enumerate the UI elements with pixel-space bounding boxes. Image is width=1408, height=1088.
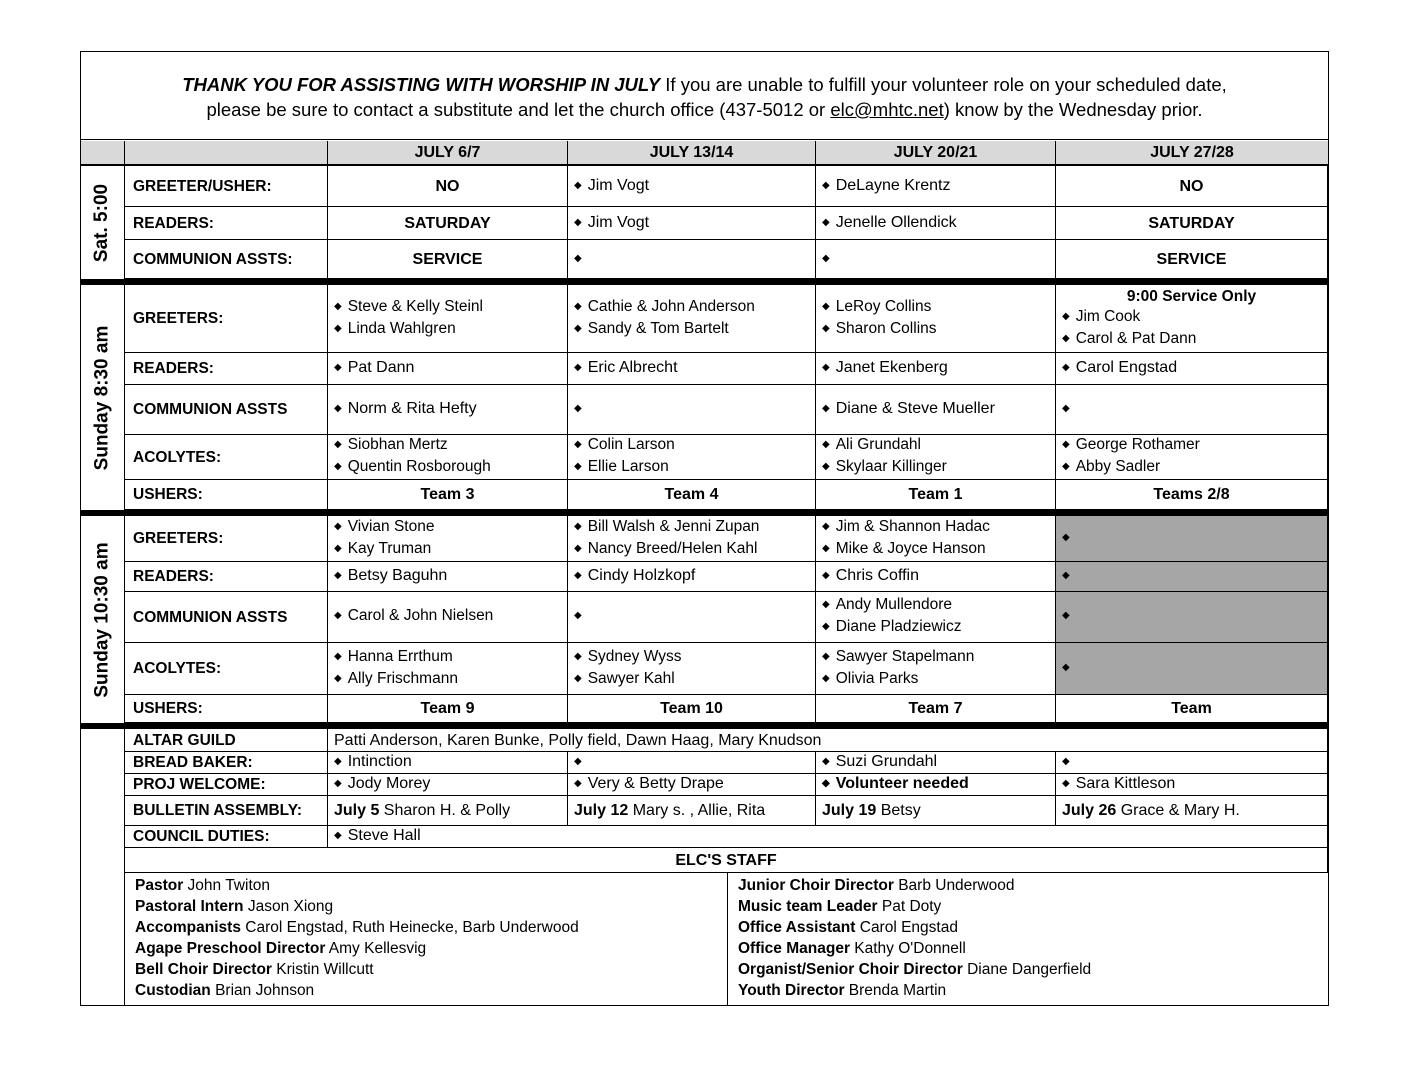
section-sun1030 bbox=[81, 516, 125, 723]
volunteer-cell[interactable] bbox=[1056, 562, 1328, 592]
staff-title-label: Office Manager bbox=[738, 940, 850, 957]
role-label: PROJ WELCOME: bbox=[125, 774, 328, 796]
volunteer-cell[interactable] bbox=[816, 562, 1056, 592]
staff-name: Brenda Martin bbox=[844, 982, 947, 999]
volunteer-cell[interactable] bbox=[328, 774, 568, 796]
service-time-label: Sat. 5:00 bbox=[91, 183, 113, 262]
intro-line1: If you are unable to fulfill your volunteer role on your scheduled date, bbox=[660, 74, 1227, 95]
staff-name: Carol Engstad, Ruth Heinecke, Barb Underwood bbox=[240, 919, 579, 936]
bulletin-cell[interactable] bbox=[816, 796, 1056, 826]
volunteer-name: ◆ Hanna Errthum bbox=[334, 647, 567, 669]
volunteer-name: ◆ Jody Morey bbox=[334, 773, 567, 796]
volunteer-cell[interactable] bbox=[568, 285, 816, 353]
volunteer-name: ◆ Cathie & John Anderson bbox=[574, 297, 815, 319]
staff-name: Amy Kellesvig bbox=[325, 940, 427, 957]
volunteer-cell[interactable] bbox=[568, 592, 816, 643]
volunteer-cell[interactable] bbox=[816, 166, 1056, 207]
staff-name: Kathy O'Donnell bbox=[849, 940, 966, 957]
volunteer-name: SERVICE bbox=[1156, 250, 1227, 268]
volunteer-cell[interactable] bbox=[328, 207, 568, 240]
volunteer-name: ◆ Sharon Collins bbox=[822, 319, 1055, 341]
staff-entry bbox=[738, 980, 1328, 1001]
staff-left bbox=[125, 873, 728, 1006]
role-label: READERS: bbox=[125, 207, 328, 240]
volunteer-name: ◆ Andy Mullendore bbox=[822, 595, 1055, 617]
staff-name: Barb Underwood bbox=[893, 877, 1015, 894]
volunteer-name: SATURDAY bbox=[1148, 214, 1235, 232]
volunteer-cell[interactable] bbox=[816, 385, 1056, 435]
volunteer-name: ◆ Cindy Holzkopf bbox=[574, 565, 815, 588]
volunteer-cell[interactable] bbox=[816, 240, 1056, 279]
volunteer-cell[interactable] bbox=[568, 516, 816, 562]
role-label: COUNCIL DUTIES: bbox=[125, 826, 328, 848]
volunteer-cell[interactable] bbox=[1056, 285, 1328, 353]
section-other bbox=[81, 729, 125, 877]
volunteer-name: ◆ Sawyer Stapelmann bbox=[822, 647, 1055, 669]
volunteer-cell[interactable] bbox=[568, 435, 816, 480]
volunteer-name: SERVICE bbox=[412, 250, 483, 268]
volunteer-name bbox=[1062, 565, 1327, 588]
volunteer-name bbox=[574, 606, 815, 628]
volunteer-name: ◆ Sara Kittleson bbox=[1062, 773, 1327, 796]
volunteer-name: ◆ Colin Larson bbox=[574, 435, 815, 457]
staff-title-label: Music team Leader bbox=[738, 898, 878, 915]
volunteer-cell[interactable] bbox=[1056, 643, 1328, 695]
volunteer-cell[interactable] bbox=[568, 166, 816, 207]
volunteer-cell[interactable] bbox=[328, 435, 568, 480]
role-label: BULLETIN ASSEMBLY: bbox=[125, 796, 328, 826]
volunteer-name: ◆ Sandy & Tom Bartelt bbox=[574, 319, 815, 341]
bulletin-date: July 5 bbox=[334, 802, 380, 819]
volunteer-name bbox=[574, 248, 815, 271]
volunteer-cell[interactable] bbox=[1056, 516, 1328, 562]
intro-notice bbox=[81, 52, 1328, 140]
staff-name: Diane Dangerfield bbox=[962, 961, 1092, 978]
staff-title: ELC'S STAFF bbox=[125, 848, 1328, 873]
volunteer-cell[interactable] bbox=[816, 592, 1056, 643]
staff-name: Jason Xiong bbox=[243, 898, 334, 915]
volunteer-cell[interactable] bbox=[328, 353, 568, 385]
header-blank bbox=[81, 141, 125, 165]
volunteer-cell[interactable] bbox=[1056, 207, 1328, 240]
volunteer-cell[interactable] bbox=[328, 516, 568, 562]
volunteer-name: ◆ Vivian Stone bbox=[334, 517, 567, 539]
intro-line2-end: ) know by the Wednesday prior. bbox=[943, 99, 1203, 120]
column-header: JULY 6/7 bbox=[328, 141, 568, 165]
volunteer-name: ◆ Carol & John Nielsen bbox=[334, 606, 567, 628]
volunteer-name: ◆ Jim Vogt bbox=[574, 175, 815, 198]
volunteer-name: ◆ Steve & Kelly Steinl bbox=[334, 297, 567, 319]
column-header: JULY 27/28 bbox=[1056, 141, 1328, 165]
volunteer-cell[interactable] bbox=[816, 207, 1056, 240]
volunteer-cell[interactable] bbox=[1056, 774, 1328, 796]
usher-team[interactable]: Teams 2/8 bbox=[1056, 480, 1328, 510]
staff-entry bbox=[135, 896, 727, 917]
volunteer-name: ◆ Volunteer needed bbox=[822, 773, 1055, 796]
volunteer-name: ◆ Steve Hall bbox=[334, 825, 1327, 848]
volunteer-cell[interactable] bbox=[328, 285, 568, 353]
bulletin-date: July 12 bbox=[574, 802, 629, 819]
role-label: ACOLYTES: bbox=[125, 435, 328, 480]
volunteer-name: ◆ Quentin Rosborough bbox=[334, 457, 567, 479]
staff-name: Kristin Willcutt bbox=[271, 961, 374, 978]
bulletin-names: Sharon H. & Polly bbox=[379, 802, 511, 819]
volunteer-name: NO bbox=[435, 177, 460, 195]
volunteer-name: ◆ Carol Engstad bbox=[1062, 357, 1327, 380]
volunteer-name bbox=[822, 248, 1055, 271]
volunteer-cell[interactable] bbox=[1056, 592, 1328, 643]
bulletin-date: July 19 bbox=[822, 802, 877, 819]
staff-name: Pat Doty bbox=[877, 898, 942, 915]
volunteer-cell[interactable] bbox=[328, 240, 568, 279]
role-label: READERS: bbox=[125, 562, 328, 592]
volunteer-name: ◆ Ellie Larson bbox=[574, 457, 815, 479]
volunteer-name: ◆ Abby Sadler bbox=[1062, 457, 1327, 479]
section-sun830 bbox=[81, 285, 125, 510]
staff-entry bbox=[135, 875, 727, 896]
staff-entry bbox=[135, 980, 727, 1001]
volunteer-name: SATURDAY bbox=[404, 214, 491, 232]
bulletin-cell[interactable] bbox=[568, 796, 816, 826]
bulletin-cell[interactable] bbox=[1056, 796, 1328, 826]
bulletin-names: Betsy bbox=[876, 802, 921, 819]
volunteer-name: ◆ Bill Walsh & Jenni Zupan bbox=[574, 517, 815, 539]
column-header: JULY 20/21 bbox=[816, 141, 1056, 165]
volunteer-cell[interactable] bbox=[328, 166, 568, 207]
staff-entry bbox=[135, 959, 727, 980]
role-label: GREETERS: bbox=[125, 516, 328, 562]
staff-name: Brian Johnson bbox=[210, 982, 315, 999]
volunteer-cell[interactable] bbox=[328, 643, 568, 695]
volunteer-name bbox=[1062, 528, 1327, 550]
volunteer-name bbox=[574, 751, 815, 774]
staff-name: John Twiton bbox=[183, 877, 270, 894]
volunteer-name: ◆ Diane & Steve Mueller bbox=[822, 398, 1055, 421]
column-header: JULY 13/14 bbox=[568, 141, 816, 165]
staff-title-label: Junior Choir Director bbox=[738, 877, 894, 894]
volunteer-cell[interactable] bbox=[816, 774, 1056, 796]
altar-guild-names[interactable]: Patti Anderson, Karen Bunke, Polly field, Dawn Haag, Mary Knudson bbox=[328, 729, 1328, 752]
staff-entry bbox=[738, 959, 1328, 980]
staff-title-label: Youth Director bbox=[738, 982, 845, 999]
intro-line2: please be sure to contact a substitute and let the church office (437-5012 or bbox=[206, 99, 831, 120]
volunteer-name: ◆ Norm & Rita Hefty bbox=[334, 398, 567, 421]
staff-title-label: Office Assistant bbox=[738, 919, 856, 936]
staff-entry bbox=[738, 917, 1328, 938]
volunteer-name bbox=[1062, 751, 1327, 774]
volunteer-name: ◆ Diane Pladziewicz bbox=[822, 617, 1055, 639]
usher-team[interactable]: Team 4 bbox=[568, 480, 816, 510]
usher-team[interactable]: Team 3 bbox=[328, 480, 568, 510]
volunteer-name: ◆ Carol & Pat Dann bbox=[1062, 329, 1327, 351]
bulletin-names: Grace & Mary H. bbox=[1116, 802, 1240, 819]
volunteer-name: ◆ Chris Coffin bbox=[822, 565, 1055, 588]
volunteer-cell[interactable] bbox=[568, 774, 816, 796]
volunteer-name: ◆ Jim & Shannon Hadac bbox=[822, 517, 1055, 539]
volunteer-name: ◆ LeRoy Collins bbox=[822, 297, 1055, 319]
staff-spacer bbox=[81, 873, 125, 1006]
volunteer-name: ◆ Sawyer Kahl bbox=[574, 669, 815, 691]
volunteer-cell[interactable] bbox=[568, 353, 816, 385]
volunteer-name: ◆ Jenelle Ollendick bbox=[822, 212, 1055, 235]
volunteer-name bbox=[574, 398, 815, 421]
volunteer-cell[interactable] bbox=[568, 240, 816, 279]
volunteer-name: ◆ Very & Betty Drape bbox=[574, 773, 815, 796]
role-label: COMMUNION ASSTS bbox=[125, 592, 328, 643]
service-time-label: Sunday 8:30 am bbox=[91, 325, 113, 470]
service-time-label: Sunday 10:30 am bbox=[91, 541, 113, 698]
volunteer-name: ◆ Nancy Breed/Helen Kahl bbox=[574, 539, 815, 561]
volunteer-cell[interactable] bbox=[1056, 385, 1328, 435]
volunteer-cell[interactable] bbox=[328, 752, 568, 774]
usher-team[interactable]: Team 9 bbox=[328, 695, 568, 723]
intro-headline: THANK YOU FOR ASSISTING WITH WORSHIP IN JULY bbox=[182, 74, 661, 95]
role-label: COMMUNION ASSTS bbox=[125, 385, 328, 435]
volunteer-cell[interactable] bbox=[568, 385, 816, 435]
volunteer-name: ◆ Eric Albrecht bbox=[574, 357, 815, 380]
staff-title-label: Agape Preschool Director bbox=[135, 940, 326, 957]
role-label: USHERS: bbox=[125, 695, 328, 723]
staff-title-label: Pastor bbox=[135, 877, 184, 894]
bulletin-names: Mary s. , Allie, Rita bbox=[628, 802, 766, 819]
volunteer-cell[interactable] bbox=[568, 752, 816, 774]
role-label: COMMUNION ASSTS: bbox=[125, 240, 328, 279]
volunteer-cell[interactable] bbox=[1056, 240, 1328, 279]
volunteer-name: ◆ Skylaar Killinger bbox=[822, 457, 1055, 479]
staff-title-label: Organist/Senior Choir Director bbox=[738, 961, 963, 978]
role-label: GREETERS: bbox=[125, 285, 328, 353]
volunteer-cell[interactable] bbox=[328, 592, 568, 643]
council-duties[interactable] bbox=[328, 826, 1328, 848]
volunteer-name: ◆ Suzi Grundahl bbox=[822, 751, 1055, 774]
service-note: 9:00 Service Only bbox=[1126, 287, 1257, 305]
volunteer-name: ◆ Sydney Wyss bbox=[574, 647, 815, 669]
section-sat-500 bbox=[81, 166, 125, 279]
volunteer-name: ◆ Linda Wahlgren bbox=[334, 319, 567, 341]
staff-title-label: Custodian bbox=[135, 982, 211, 999]
volunteer-cell[interactable] bbox=[816, 285, 1056, 353]
staff-name: Carol Engstad bbox=[855, 919, 958, 936]
volunteer-cell[interactable] bbox=[1056, 353, 1328, 385]
volunteer-name: ◆ DeLayne Krentz bbox=[822, 175, 1055, 198]
volunteer-name bbox=[1062, 658, 1327, 680]
usher-team[interactable]: Team 7 bbox=[816, 695, 1056, 723]
volunteer-name bbox=[1062, 398, 1327, 421]
volunteer-name: ◆ Kay Truman bbox=[334, 539, 567, 561]
staff-title-label: Bell Choir Director bbox=[135, 961, 272, 978]
header-role bbox=[125, 141, 328, 165]
volunteer-cell[interactable] bbox=[816, 643, 1056, 695]
volunteer-name: ◆ Ali Grundahl bbox=[822, 435, 1055, 457]
volunteer-name: ◆ Ally Frischmann bbox=[334, 669, 567, 691]
volunteer-cell[interactable] bbox=[328, 562, 568, 592]
role-label: ALTAR GUILD bbox=[125, 729, 328, 752]
staff-entry bbox=[135, 938, 727, 959]
role-label: BREAD BAKER: bbox=[125, 752, 328, 774]
volunteer-name: ◆ Janet Ekenberg bbox=[822, 357, 1055, 380]
volunteer-name: NO bbox=[1179, 177, 1204, 195]
volunteer-cell[interactable] bbox=[328, 385, 568, 435]
volunteer-name: ◆ Jim Cook bbox=[1062, 307, 1327, 329]
staff-entry bbox=[135, 917, 727, 938]
volunteer-cell[interactable] bbox=[568, 643, 816, 695]
volunteer-cell[interactable] bbox=[568, 207, 816, 240]
volunteer-name: ◆ George Rothamer bbox=[1062, 435, 1327, 457]
volunteer-name: ◆ Olivia Parks bbox=[822, 669, 1055, 691]
volunteer-cell[interactable] bbox=[1056, 752, 1328, 774]
role-label: USHERS: bbox=[125, 480, 328, 510]
role-label: GREETER/USHER: bbox=[125, 166, 328, 207]
email-link[interactable]: elc@mhtc.net bbox=[830, 99, 944, 120]
staff-entry bbox=[738, 938, 1328, 959]
role-label: READERS: bbox=[125, 353, 328, 385]
role-label: ACOLYTES: bbox=[125, 643, 328, 695]
usher-team[interactable]: Team 1 bbox=[816, 480, 1056, 510]
volunteer-name: ◆ Pat Dann bbox=[334, 357, 567, 380]
volunteer-cell[interactable] bbox=[816, 516, 1056, 562]
volunteer-name: ◆ Intinction bbox=[334, 751, 567, 774]
usher-team[interactable]: Team bbox=[1056, 695, 1328, 723]
staff-entry bbox=[738, 875, 1328, 896]
volunteer-cell[interactable] bbox=[816, 752, 1056, 774]
staff-right bbox=[728, 873, 1328, 1006]
staff-title-label: Pastoral Intern bbox=[135, 898, 244, 915]
bulletin-date: July 26 bbox=[1062, 802, 1117, 819]
bulletin-cell[interactable] bbox=[328, 796, 568, 826]
volunteer-name bbox=[1062, 606, 1327, 628]
usher-team[interactable]: Team 10 bbox=[568, 695, 816, 723]
staff-title-label: Accompanists bbox=[135, 919, 241, 936]
volunteer-name: ◆ Mike & Joyce Hanson bbox=[822, 539, 1055, 561]
staff-entry bbox=[738, 896, 1328, 917]
volunteer-name: ◆ Betsy Baguhn bbox=[334, 565, 567, 588]
volunteer-cell[interactable] bbox=[1056, 166, 1328, 207]
volunteer-name: ◆ Siobhan Mertz bbox=[334, 435, 567, 457]
volunteer-cell[interactable] bbox=[816, 435, 1056, 480]
volunteer-cell[interactable] bbox=[1056, 435, 1328, 480]
volunteer-name: ◆ Jim Vogt bbox=[574, 212, 815, 235]
volunteer-cell[interactable] bbox=[568, 562, 816, 592]
volunteer-cell[interactable] bbox=[816, 353, 1056, 385]
